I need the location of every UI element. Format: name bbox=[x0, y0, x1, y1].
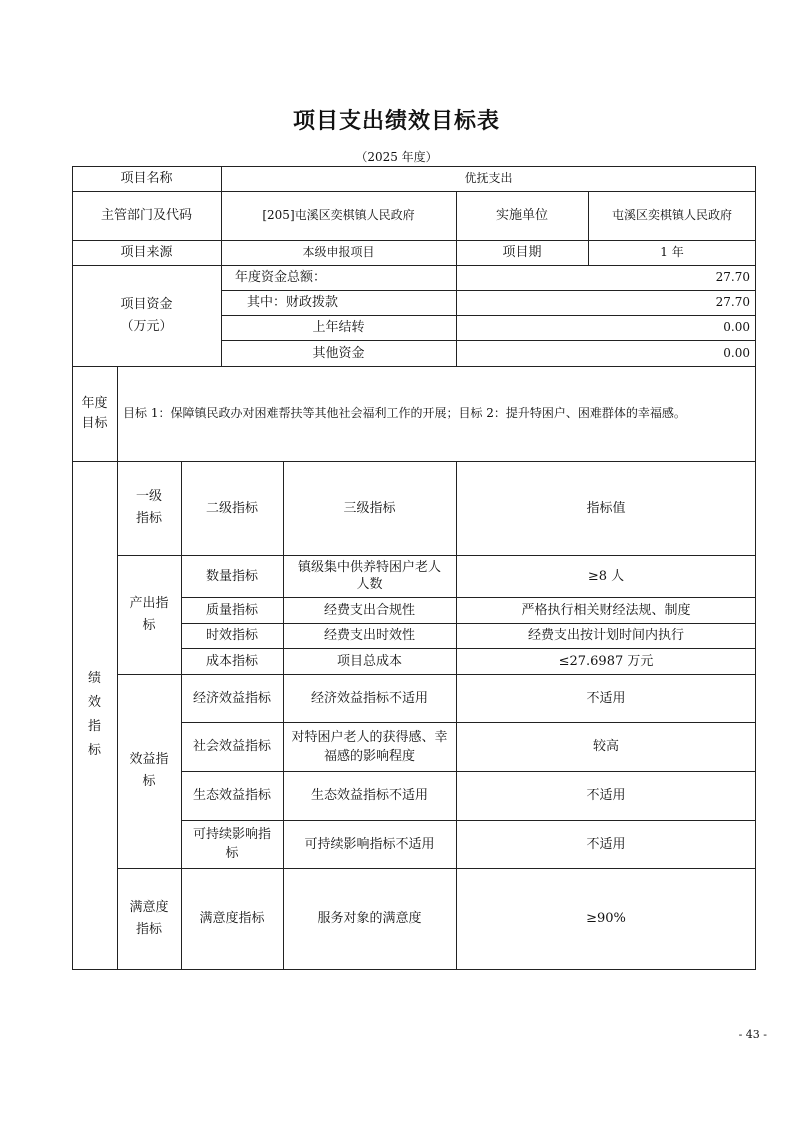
page-number: - 43 - bbox=[738, 1028, 767, 1041]
table-cell-level3: 项目总成本 bbox=[336, 653, 402, 669]
table-cell-level3: 生态效益指标不适用 bbox=[310, 788, 428, 803]
annual-goal-label: 年度 目标 bbox=[81, 395, 108, 431]
table-cell-value: 较高 bbox=[592, 739, 619, 754]
impl-unit-label: 实施单位 bbox=[495, 208, 548, 223]
output-indicators-label: 产出指 标 bbox=[129, 595, 169, 633]
fund-item-label: 其中：财政拨款 bbox=[247, 295, 339, 310]
table-cell-level2: 可持续影响指 标 bbox=[192, 827, 271, 861]
table-cell-level3: 可持续影响指标不适用 bbox=[304, 836, 435, 852]
dept-label: 主管部门及代码 bbox=[100, 208, 192, 223]
table-cell-level2: 生态效益指标 bbox=[192, 788, 271, 803]
table-cell-level2: 满意度指标 bbox=[199, 911, 265, 926]
table-cell-level3: 服务对象的满意度 bbox=[317, 911, 422, 926]
dept-value: [205]屯溪区奕棋镇人民政府 bbox=[262, 208, 415, 222]
table-cell-value: ≥90% bbox=[586, 911, 626, 926]
table-cell-value: 不适用 bbox=[586, 690, 626, 706]
project-name-value: 优抚支出 bbox=[464, 171, 513, 185]
source-label: 项目来源 bbox=[120, 245, 173, 260]
fund-item-value: 0.00 bbox=[723, 345, 750, 360]
table-cell-level3: 经济效益指标不适用 bbox=[310, 690, 428, 706]
table-cell-level3: 经费支出时效性 bbox=[323, 628, 415, 643]
annual-goal-text: 目标 1：保障镇民政办对困难帮扶等其他社会福利工作的开展；目标 2：提升特困户、困难群体的幸福感。 bbox=[123, 406, 686, 420]
document-title: 项目支出绩效目标表 bbox=[292, 109, 500, 134]
table-cell-level2: 社会效益指标 bbox=[192, 739, 271, 754]
table-cell-value: 经费支出按计划时间内执行 bbox=[527, 628, 684, 643]
table-cell-level2: 数量指标 bbox=[205, 568, 258, 584]
table-cell-value: ≤27.6987 万元 bbox=[558, 653, 654, 669]
header-level1: 一级 指标 bbox=[135, 489, 162, 526]
fund-item-value: 27.70 bbox=[715, 270, 750, 284]
performance-indicators-label: 绩 效 指 标 bbox=[87, 671, 101, 758]
header-level2: 二级指标 bbox=[205, 500, 258, 516]
table-cell-value: 不适用 bbox=[586, 788, 626, 803]
table-cell-value: 不适用 bbox=[586, 836, 626, 852]
fund-item-label: 上年结转 bbox=[312, 320, 365, 335]
satisfaction-indicators-label: 满意度 指标 bbox=[129, 899, 169, 937]
table-cell-level2: 成本指标 bbox=[205, 653, 258, 669]
period-value: 1 年 bbox=[660, 245, 684, 259]
impl-unit-value: 屯溪区奕棋镇人民政府 bbox=[611, 208, 732, 222]
table-cell-level2: 质量指标 bbox=[205, 602, 258, 618]
table-cell-level3: 对特困户老人的获得感、幸 福感的影响程度 bbox=[291, 729, 448, 764]
table-cell-level3: 镇级集中供养特困户老人 人数 bbox=[297, 560, 441, 592]
table-cell-level2: 经济效益指标 bbox=[192, 690, 271, 706]
source-value: 本级申报项目 bbox=[302, 245, 375, 259]
fund-item-label: 年度资金总额： bbox=[235, 270, 327, 285]
funds-label: 项目资金 （万元） bbox=[120, 296, 173, 334]
header-value: 指标值 bbox=[586, 500, 626, 516]
document-subtitle: （2025 年度） bbox=[355, 150, 438, 164]
header-level3: 三级指标 bbox=[343, 500, 396, 516]
fund-item-label: 其他资金 bbox=[312, 345, 365, 361]
table-cell-level3: 经费支出合规性 bbox=[323, 602, 415, 618]
table-cell-level2: 时效指标 bbox=[205, 628, 258, 643]
table-cell-value: 严格执行相关财经法规、制度 bbox=[521, 602, 691, 618]
benefit-indicators-label: 效益指 标 bbox=[129, 752, 169, 789]
table-cell-value: ≥8 人 bbox=[587, 568, 625, 584]
fund-item-value: 0.00 bbox=[723, 320, 750, 334]
fund-item-value: 27.70 bbox=[715, 295, 750, 309]
table-line bbox=[72, 969, 756, 970]
period-label: 项目期 bbox=[502, 245, 542, 260]
project-name-label: 项目名称 bbox=[120, 171, 173, 186]
